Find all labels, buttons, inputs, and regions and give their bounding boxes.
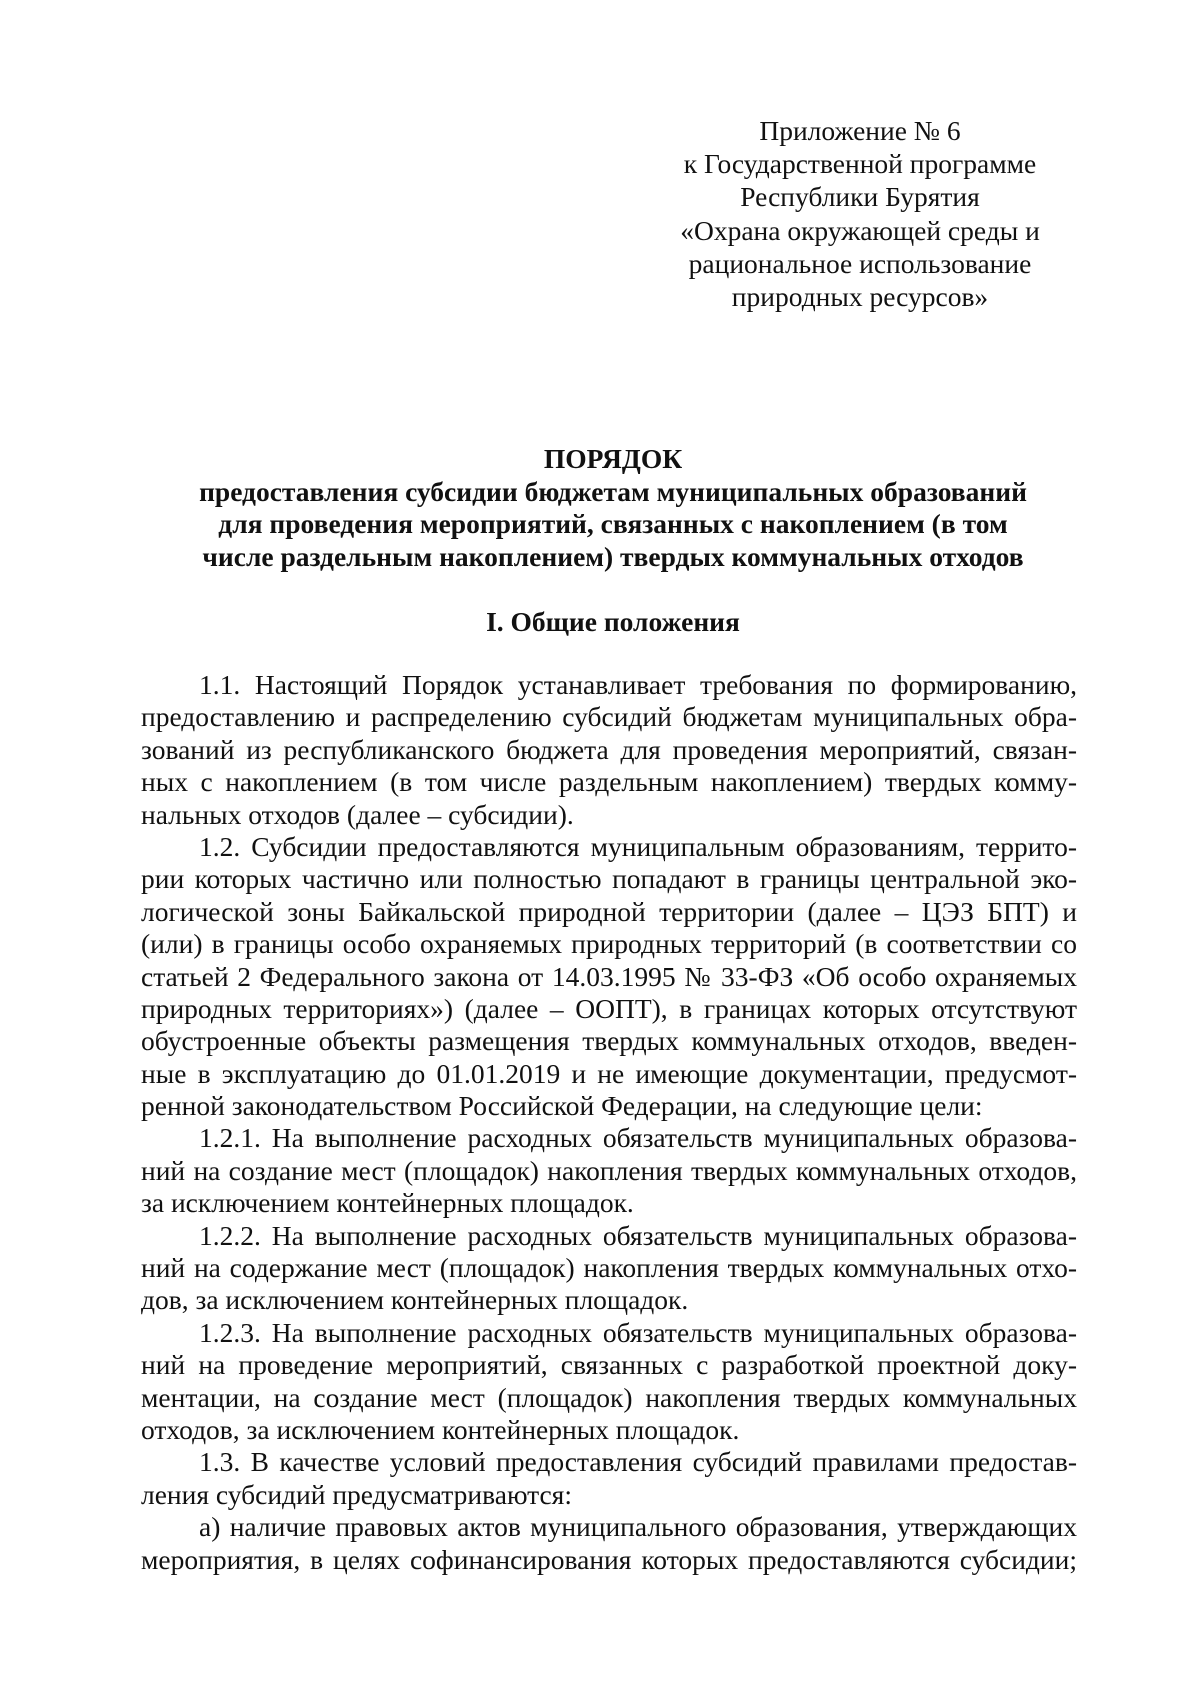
body-line: 1.2.1. На выполнение расходных обязательств муниципальных образова- <box>199 1122 1077 1154</box>
section-heading: I. Общие положения <box>486 606 740 637</box>
title-line: для проведения мероприятий, связанных с накоплением (в том <box>218 508 1008 540</box>
appendix-line: рациональное использование <box>688 247 1032 279</box>
appendix-line: Республики Бурятия <box>740 181 980 213</box>
appendix-block <box>662 114 1058 313</box>
body-line: ментации, на создание мест (площадок) накопления твердых коммунальных <box>141 1381 1077 1413</box>
body-line: рии которых частично или полностью попадают в границы центральной эко- <box>141 863 1077 895</box>
body-line: 1.3. В качестве условий предоставления субсидий правилами предостав- <box>199 1446 1077 1478</box>
body-line: мероприятия, в целях софинансирования которых предоставляются субсидии; <box>141 1543 1077 1575</box>
appendix-line: Приложение № 6 <box>759 115 961 146</box>
body-line: нальных отходов (далее – субсидии). <box>141 798 574 830</box>
document-title <box>150 443 1076 573</box>
appendix-line: к Государственной программе <box>683 148 1037 180</box>
body-line: дов, за исключением контейнерных площадок. <box>141 1284 689 1316</box>
body-line: 1.2.3. На выполнение расходных обязательств муниципальных образова- <box>199 1316 1077 1348</box>
body-line: (или) в границы особо охраняемых природных территорий (в соответствии со <box>141 928 1077 960</box>
body-line: отходов, за исключением контейнерных площадок. <box>141 1413 740 1445</box>
body-line: ления субсидий предусматриваются: <box>141 1478 572 1510</box>
body-line: ренной законодательством Российской Федерации, на следующие цели: <box>141 1090 983 1122</box>
appendix-line: природных ресурсов» <box>731 281 989 313</box>
body-line: ний на создание мест (площадок) накопления твердых коммунальных отходов, <box>141 1154 1077 1186</box>
body-line: 1.2. Субсидии предоставляются муниципальным образованиям, террито- <box>199 830 1077 862</box>
body-line: логической зоны Байкальской природной территории (далее – ЦЭЗ БПТ) и <box>141 895 1077 927</box>
body-line: обустроенные объекты размещения твердых коммунальных отходов, введен- <box>141 1025 1077 1057</box>
body-text <box>141 669 1077 1576</box>
body-line: ний на содержание мест (площадок) накопления твердых коммунальных отхо- <box>141 1252 1077 1284</box>
body-line: за исключением контейнерных площадок. <box>141 1187 634 1219</box>
body-line: статьей 2 Федерального закона от 14.03.1995 № 33-ФЗ «Об особо охраняемых <box>141 960 1077 992</box>
body-line: ний на проведение мероприятий, связанных с разработкой проектной доку- <box>141 1349 1077 1381</box>
body-line: а) наличие правовых актов муниципального образования, утверждающих <box>199 1511 1077 1543</box>
body-line: природных территориях») (далее – ООПТ), в границах которых отсутствуют <box>141 992 1077 1024</box>
appendix-line: «Охрана окружающей среды и <box>680 214 1040 246</box>
body-line: зований из республиканского бюджета для проведения мероприятий, связан- <box>141 733 1077 765</box>
body-line: ных с накоплением (в том числе раздельным накоплением) твердых комму- <box>141 766 1077 798</box>
body-line: предоставлению и распределению субсидий бюджетам муниципальных обра- <box>141 701 1077 733</box>
title-heading: ПОРЯДОК <box>543 443 683 474</box>
title-line: предоставления субсидии бюджетам муниципальных образований <box>199 475 1027 507</box>
body-line: ные в эксплуатацию до 01.01.2019 и не имеющие документации, предусмот- <box>141 1057 1077 1089</box>
body-line: 1.1. Настоящий Порядок устанавливает требования по формированию, <box>199 669 1077 700</box>
title-line: числе раздельным накоплением) твердых коммунальных отходов <box>202 540 1024 572</box>
body-line: 1.2.2. На выполнение расходных обязательств муниципальных образова- <box>199 1219 1077 1251</box>
